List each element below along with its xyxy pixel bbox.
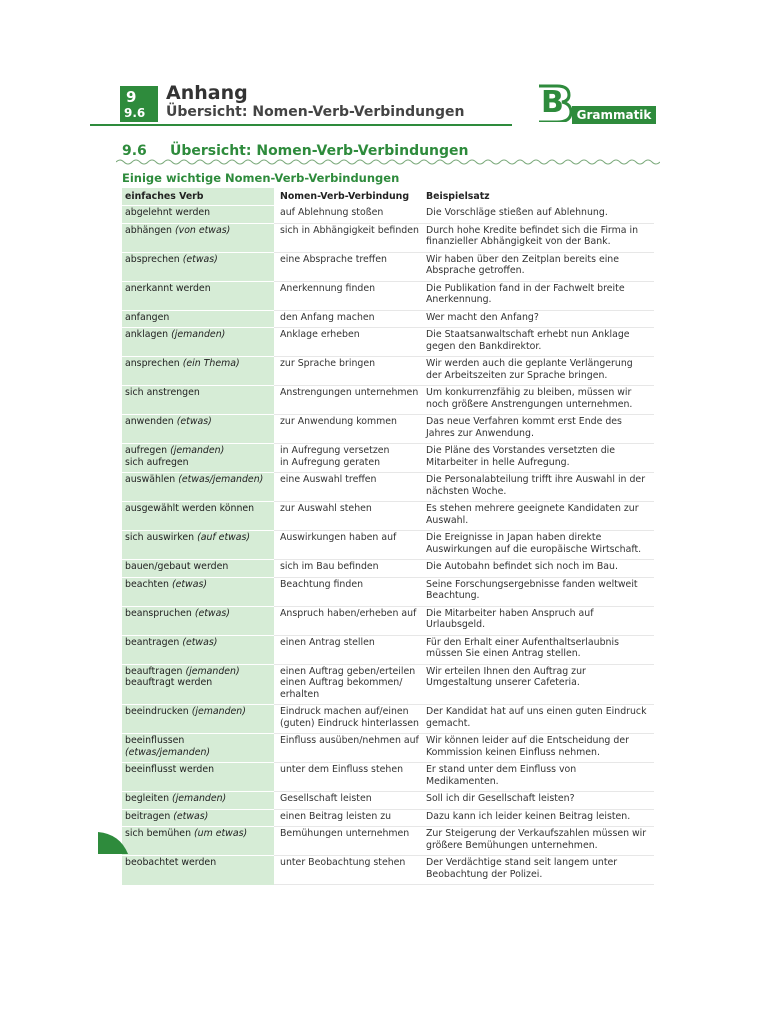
table-row xyxy=(122,281,654,310)
example-cell: Die Vorschläge stießen auf Ablehnung. xyxy=(423,206,654,224)
example-cell: Er stand unter dem Einfluss von Medikamenten. xyxy=(423,763,654,792)
verb-text: auswählen xyxy=(125,474,176,485)
verb-object: (etwas/jemanden) xyxy=(178,474,264,485)
verb-object: (etwas) xyxy=(182,636,218,648)
nvv-text: einen Antrag stellen xyxy=(280,636,375,648)
verb-text: beeinflussen xyxy=(125,735,185,746)
example-cell: Der Verdächtige stand seit langem unter Beobachtung der Polizei. xyxy=(423,856,654,885)
nvv-text: Gesellschaft leisten xyxy=(280,793,372,804)
verb-cell xyxy=(122,223,274,252)
page-header xyxy=(120,82,656,126)
nvv-text: zur Auswahl stehen xyxy=(280,503,372,514)
nvv-text: einen Auftrag geben/erteilen xyxy=(280,665,416,677)
nvv-cell xyxy=(274,281,423,310)
example-cell: Die Ereignisse in Japan haben direkte Auswirkungen auf die europäische Wirtschaft. xyxy=(423,531,654,560)
table-row xyxy=(122,415,654,444)
example-cell: Wir haben über den Zeitplan bereits eine Absprache getroffen. xyxy=(423,252,654,281)
table-row xyxy=(122,357,654,386)
table-row xyxy=(122,560,654,578)
verb-cell xyxy=(122,577,274,606)
verb-cell xyxy=(122,635,274,664)
example-cell: Soll ich dir Gesellschaft leisten? xyxy=(423,792,654,810)
example-cell: Es stehen mehrere geeignete Kandidaten zur Auswahl. xyxy=(423,502,654,531)
nvv-cell xyxy=(274,415,423,444)
verb-cell xyxy=(122,560,274,578)
chapter-badge xyxy=(120,86,158,122)
verb-object: (jemanden) xyxy=(191,706,246,717)
verb-object: (etwas) xyxy=(176,416,212,427)
nvv-text: auf Ablehnung stoßen xyxy=(280,207,384,218)
table-row xyxy=(122,223,654,252)
example-cell: Wer macht den Anfang? xyxy=(423,310,654,328)
nvv-cell xyxy=(274,310,423,328)
verb-text: absprechen xyxy=(125,253,180,265)
table-row xyxy=(122,792,654,810)
nvv-cell xyxy=(274,357,423,386)
verb-cell xyxy=(122,281,274,310)
nvv-text: eine Absprache treffen xyxy=(280,253,387,265)
verb-cell xyxy=(122,252,274,281)
table-body xyxy=(122,206,654,885)
nvv-text-secondary: in Aufregung geraten xyxy=(280,456,381,468)
nvv-cell xyxy=(274,444,423,473)
verb-object: (auf etwas) xyxy=(197,532,251,543)
table-row xyxy=(122,809,654,827)
table-row xyxy=(122,734,654,763)
verb-text: anklagen xyxy=(125,329,169,340)
verb-text: beitragen xyxy=(125,810,171,822)
verb-cell xyxy=(122,827,274,856)
section-heading-title: Übersicht: Nomen-Verb-Verbindungen xyxy=(170,143,469,159)
verb-text: sich anstrengen xyxy=(125,387,200,398)
table-row xyxy=(122,444,654,473)
wave-divider xyxy=(116,158,660,166)
verb-text: aufregen xyxy=(125,445,168,456)
verb-object: (etwas/jemanden) xyxy=(125,746,211,758)
verb-object: (etwas) xyxy=(173,810,209,822)
nvv-text: zur Sprache bringen xyxy=(280,358,376,369)
nvv-cell xyxy=(274,827,423,856)
nvv-cell xyxy=(274,502,423,531)
nvv-text: unter Beobachtung stehen xyxy=(280,857,406,868)
verb-text: beeinflusst werden xyxy=(125,764,215,775)
verb-object: (ein Thema) xyxy=(182,358,240,369)
nvv-cell xyxy=(274,386,423,415)
nvv-text: Eindruck machen auf/einen (guten) Eindruck hinterlassen xyxy=(280,706,419,729)
nvv-text: Anerkennung finden xyxy=(280,282,376,294)
verb-text: abgelehnt werden xyxy=(125,207,211,218)
verb-cell xyxy=(122,705,274,734)
verb-cell xyxy=(122,606,274,635)
nvv-text: den Anfang machen xyxy=(280,311,375,323)
example-cell: Dazu kann ich leider keinen Beitrag leisten. xyxy=(423,809,654,827)
verb-object: (jemanden) xyxy=(170,445,225,456)
section-number: 9.6 xyxy=(124,106,146,120)
chapter-number: 9 xyxy=(126,88,137,106)
verb-object: (um etwas) xyxy=(194,828,248,839)
verb-cell xyxy=(122,792,274,810)
chapter-subtitle: Übersicht: Nomen-Verb-Verbindungen xyxy=(166,104,465,120)
example-cell: Die Personalabteilung trifft ihre Auswahl in der nächsten Woche. xyxy=(423,473,654,502)
verb-cell xyxy=(122,664,274,705)
verb-text: abhängen xyxy=(125,224,172,236)
verb-text: ausgewählt werden können xyxy=(125,503,255,514)
column-header-example: Beispielsatz xyxy=(426,190,490,202)
nvv-text: zur Anwendung kommen xyxy=(280,416,397,427)
verb-text: beobachtet werden xyxy=(125,857,217,868)
corner-decoration xyxy=(98,832,128,854)
example-cell: Der Kandidat hat auf uns einen guten Eindruck gemacht. xyxy=(423,705,654,734)
example-cell: Die Pläne des Vorstandes versetzten die Mitarbeiter in helle Aufregung. xyxy=(423,444,654,473)
verb-cell xyxy=(122,357,274,386)
verb-object: (jemanden) xyxy=(171,329,226,340)
verb-object: (jemanden) xyxy=(185,665,240,677)
verb-cell xyxy=(122,856,274,885)
example-cell: Die Staatsanwaltschaft erhebt nun Anklage gegen den Bankdirektor. xyxy=(423,328,654,357)
nvv-text-secondary: einen Auftrag bekommen/ erhalten xyxy=(280,677,403,700)
nvv-text: Anstrengungen unternehmen xyxy=(280,387,419,398)
example-cell: Das neue Verfahren kommt erst Ende des Jahres zur Anwendung. xyxy=(423,415,654,444)
nvv-text: Anklage erheben xyxy=(280,329,360,340)
table-header-row xyxy=(122,188,654,206)
example-cell: Wir erteilen Ihnen den Auftrag zur Umgestaltung unserer Cafeteria. xyxy=(423,664,654,705)
example-cell: Die Autobahn befindet sich noch im Bau. xyxy=(423,560,654,578)
nvv-text: eine Auswahl treffen xyxy=(280,474,377,485)
table-row xyxy=(122,502,654,531)
table-row xyxy=(122,827,654,856)
nvv-cell xyxy=(274,252,423,281)
nvv-cell xyxy=(274,560,423,578)
table-row xyxy=(122,386,654,415)
table-row xyxy=(122,531,654,560)
chapter-title: Anhang xyxy=(166,82,248,104)
verb-cell xyxy=(122,444,274,473)
table-row xyxy=(122,856,654,885)
verb-text: sich auswirken xyxy=(125,532,195,543)
example-cell: Wir können leider auf die Entscheidung der Kommission keinen Einfluss nehmen. xyxy=(423,734,654,763)
nvv-text: Auswirkungen haben auf xyxy=(280,532,397,543)
verb-object: (etwas) xyxy=(182,253,218,265)
table-row xyxy=(122,577,654,606)
nvv-text: Beachtung finden xyxy=(280,578,364,590)
column-header-verb: einfaches Verb xyxy=(122,188,274,206)
example-cell: Durch hohe Kredite befindet sich die Firma in finanzieller Abhängigkeit von der Bank. xyxy=(423,223,654,252)
table-row xyxy=(122,310,654,328)
example-cell: Zur Steigerung der Verkaufszahlen müssen wir größere Bemühungen unternehmen. xyxy=(423,827,654,856)
header-rule xyxy=(90,124,512,126)
verb-object: (jemanden) xyxy=(172,793,227,804)
nvv-cell xyxy=(274,856,423,885)
nvv-cell xyxy=(274,577,423,606)
nvv-cell xyxy=(274,792,423,810)
verb-text: anfangen xyxy=(125,311,170,323)
verb-text: begleiten xyxy=(125,793,170,804)
nvv-cell xyxy=(274,328,423,357)
table-row xyxy=(122,206,654,224)
table-row xyxy=(122,252,654,281)
example-cell: Wir werden auch die geplante Verlängerung der Arbeitszeiten zur Sprache bringen. xyxy=(423,357,654,386)
verb-cell xyxy=(122,734,274,763)
table-row xyxy=(122,328,654,357)
verb-text: beeindrucken xyxy=(125,706,189,717)
verb-text: beauftragen xyxy=(125,665,183,677)
nvv-cell xyxy=(274,206,423,224)
nvv-cell xyxy=(274,473,423,502)
table-row xyxy=(122,635,654,664)
subsection-title: Einige wichtige Nomen-Verb-Verbindungen xyxy=(122,171,400,185)
example-cell: Seine Forschungsergebnisse fanden weltweit Beachtung. xyxy=(423,577,654,606)
b-logo-icon xyxy=(535,82,575,122)
nvv-text: sich in Abhängigkeit befinden xyxy=(280,224,419,236)
verb-cell xyxy=(122,809,274,827)
nvv-text: Anspruch haben/erheben auf xyxy=(280,607,417,619)
example-cell: Für den Erhalt einer Aufenthaltserlaubnis müssen Sie einen Antrag stellen. xyxy=(423,635,654,664)
verb-text: sich bemühen xyxy=(125,828,192,839)
section-heading-number: 9.6 xyxy=(122,143,147,159)
verb-text: ansprechen xyxy=(125,358,180,369)
verb-object: (von etwas) xyxy=(174,224,231,236)
verb-cell xyxy=(122,310,274,328)
nomen-verb-table xyxy=(122,188,654,885)
example-cell: Die Mitarbeiter haben Anspruch auf Urlaubsgeld. xyxy=(423,606,654,635)
verb-cell xyxy=(122,386,274,415)
verb-text: beantragen xyxy=(125,636,180,648)
verb-cell xyxy=(122,531,274,560)
table-row xyxy=(122,664,654,705)
verb-text: beachten xyxy=(125,578,169,590)
nvv-cell xyxy=(274,664,423,705)
column-header-nvv: Nomen-Verb-Verbindung xyxy=(280,190,410,202)
nvv-cell xyxy=(274,635,423,664)
nvv-cell xyxy=(274,763,423,792)
nvv-cell xyxy=(274,531,423,560)
table-row xyxy=(122,606,654,635)
logo-letter: B xyxy=(541,85,564,120)
example-cell: Um konkurrenzfähig zu bleiben, müssen wir noch größere Anstrengungen unternehmen. xyxy=(423,386,654,415)
verb-text: anerkannt werden xyxy=(125,282,211,294)
verb-text: bauen/gebaut werden xyxy=(125,561,229,572)
nvv-text: Einfluss ausüben/nehmen auf xyxy=(280,735,419,746)
nvv-cell xyxy=(274,606,423,635)
verb-cell xyxy=(122,328,274,357)
verb-cell xyxy=(122,473,274,502)
table-row xyxy=(122,473,654,502)
nvv-text: in Aufregung versetzen xyxy=(280,445,390,456)
verb-cell xyxy=(122,415,274,444)
nvv-cell xyxy=(274,223,423,252)
verb-cell xyxy=(122,206,274,224)
table-row xyxy=(122,763,654,792)
verb-text-secondary: sich aufregen xyxy=(125,456,189,468)
verb-object: (etwas) xyxy=(194,607,230,619)
nvv-cell xyxy=(274,809,423,827)
verb-object: (etwas) xyxy=(171,578,207,590)
nvv-text: sich im Bau befinden xyxy=(280,561,379,572)
verb-cell xyxy=(122,763,274,792)
grammatik-tag: Grammatik xyxy=(572,106,656,124)
verb-text-secondary: beauftragt werden xyxy=(125,677,213,688)
nvv-text: einen Beitrag leisten zu xyxy=(280,810,392,822)
nvv-cell xyxy=(274,705,423,734)
example-cell: Die Publikation fand in der Fachwelt breite Anerkennung. xyxy=(423,281,654,310)
nvv-text: Bemühungen unternehmen xyxy=(280,828,410,839)
nvv-text: unter dem Einfluss stehen xyxy=(280,764,404,775)
table-row xyxy=(122,705,654,734)
nvv-cell xyxy=(274,734,423,763)
verb-cell xyxy=(122,502,274,531)
verb-text: beanspruchen xyxy=(125,607,192,619)
verb-text: anwenden xyxy=(125,416,174,427)
